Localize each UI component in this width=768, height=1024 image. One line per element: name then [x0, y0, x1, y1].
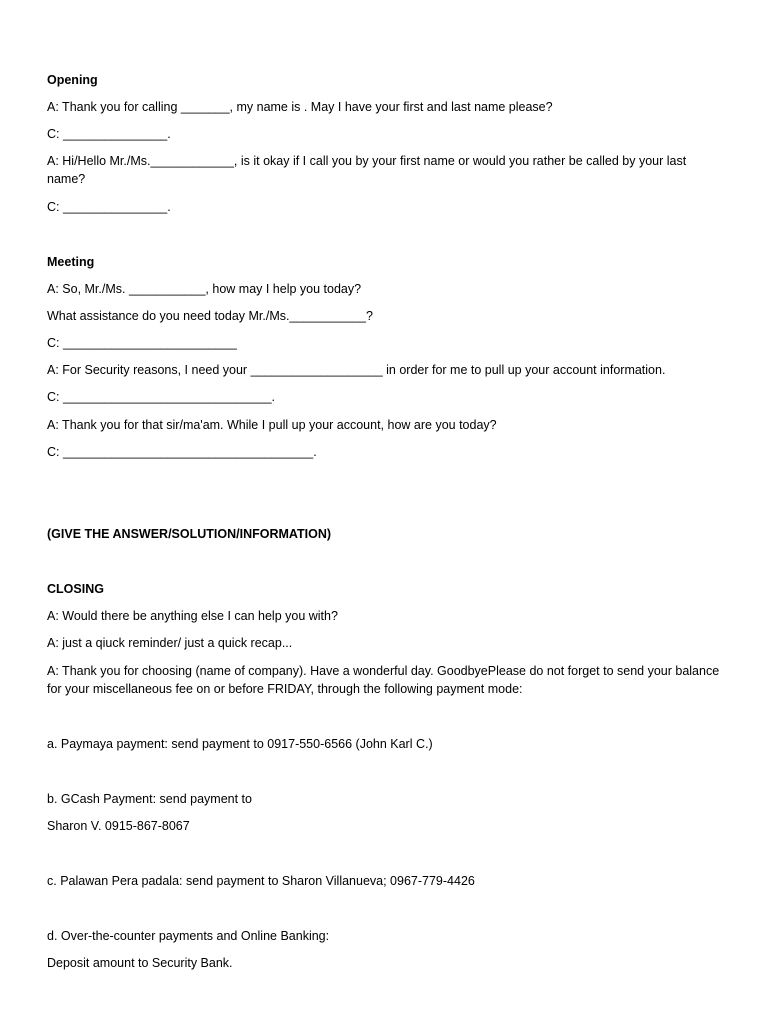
meeting-line-7: C: ____________________________________.	[47, 445, 317, 459]
payment-palawan: c. Palawan Pera padala: send payment to Sharon Villanueva; 0967-779-4426	[47, 874, 475, 888]
opening-line-3: A: Hi/Hello Mr./Ms.____________, is it okay if I call you by your first name or would you rather be called by your last name?	[47, 154, 687, 186]
opening-line-4: C: _______________.	[47, 200, 171, 214]
meeting-line-4: A: For Security reasons, I need your ___________________ in order for me to pull up your account information.	[47, 363, 666, 377]
closing-line-1: A: Would there be anything else I can help you with?	[47, 609, 338, 623]
payment-paymaya: a. Paymaya payment: send payment to 0917-550-6566 (John Karl C.)	[47, 737, 433, 751]
payment-gcash-detail: Sharon V. 0915-867-8067	[47, 819, 190, 833]
payment-otc-title: d. Over-the-counter payments and Online Banking:	[47, 929, 330, 943]
meeting-line-5: C: ______________________________.	[47, 390, 276, 404]
give-answer-heading: (GIVE THE ANSWER/SOLUTION/INFORMATION)	[47, 527, 332, 541]
closing-heading: CLOSING	[47, 582, 104, 596]
opening-heading: Opening	[47, 73, 98, 87]
payment-otc-detail: Deposit amount to Security Bank.	[47, 956, 233, 970]
meeting-line-1: A: So, Mr./Ms. ___________, how may I help you today?	[47, 282, 362, 296]
meeting-line-3: C: _________________________	[47, 336, 237, 350]
opening-line-1: A: Thank you for calling _______, my name is . May I have your first and last name please?	[47, 100, 553, 114]
closing-line-2: A: just a qiuck reminder/ just a quick recap...	[47, 636, 293, 650]
meeting-line-6: A: Thank you for that sir/ma'am. While I pull up your account, how are you today?	[47, 418, 497, 432]
opening-line-2: C: _______________.	[47, 127, 171, 141]
closing-line-3: A: Thank you for choosing (name of company). Have a wonderful day. GoodbyePlease do not forget to send your balance for your miscellaneous fee on or before FRIDAY, through the following payment mode:	[47, 664, 720, 696]
meeting-heading: Meeting	[47, 255, 95, 269]
payment-gcash-title: b. GCash Payment: send payment to	[47, 792, 252, 806]
meeting-line-2: What assistance do you need today Mr./Ms.___________?	[47, 309, 373, 323]
